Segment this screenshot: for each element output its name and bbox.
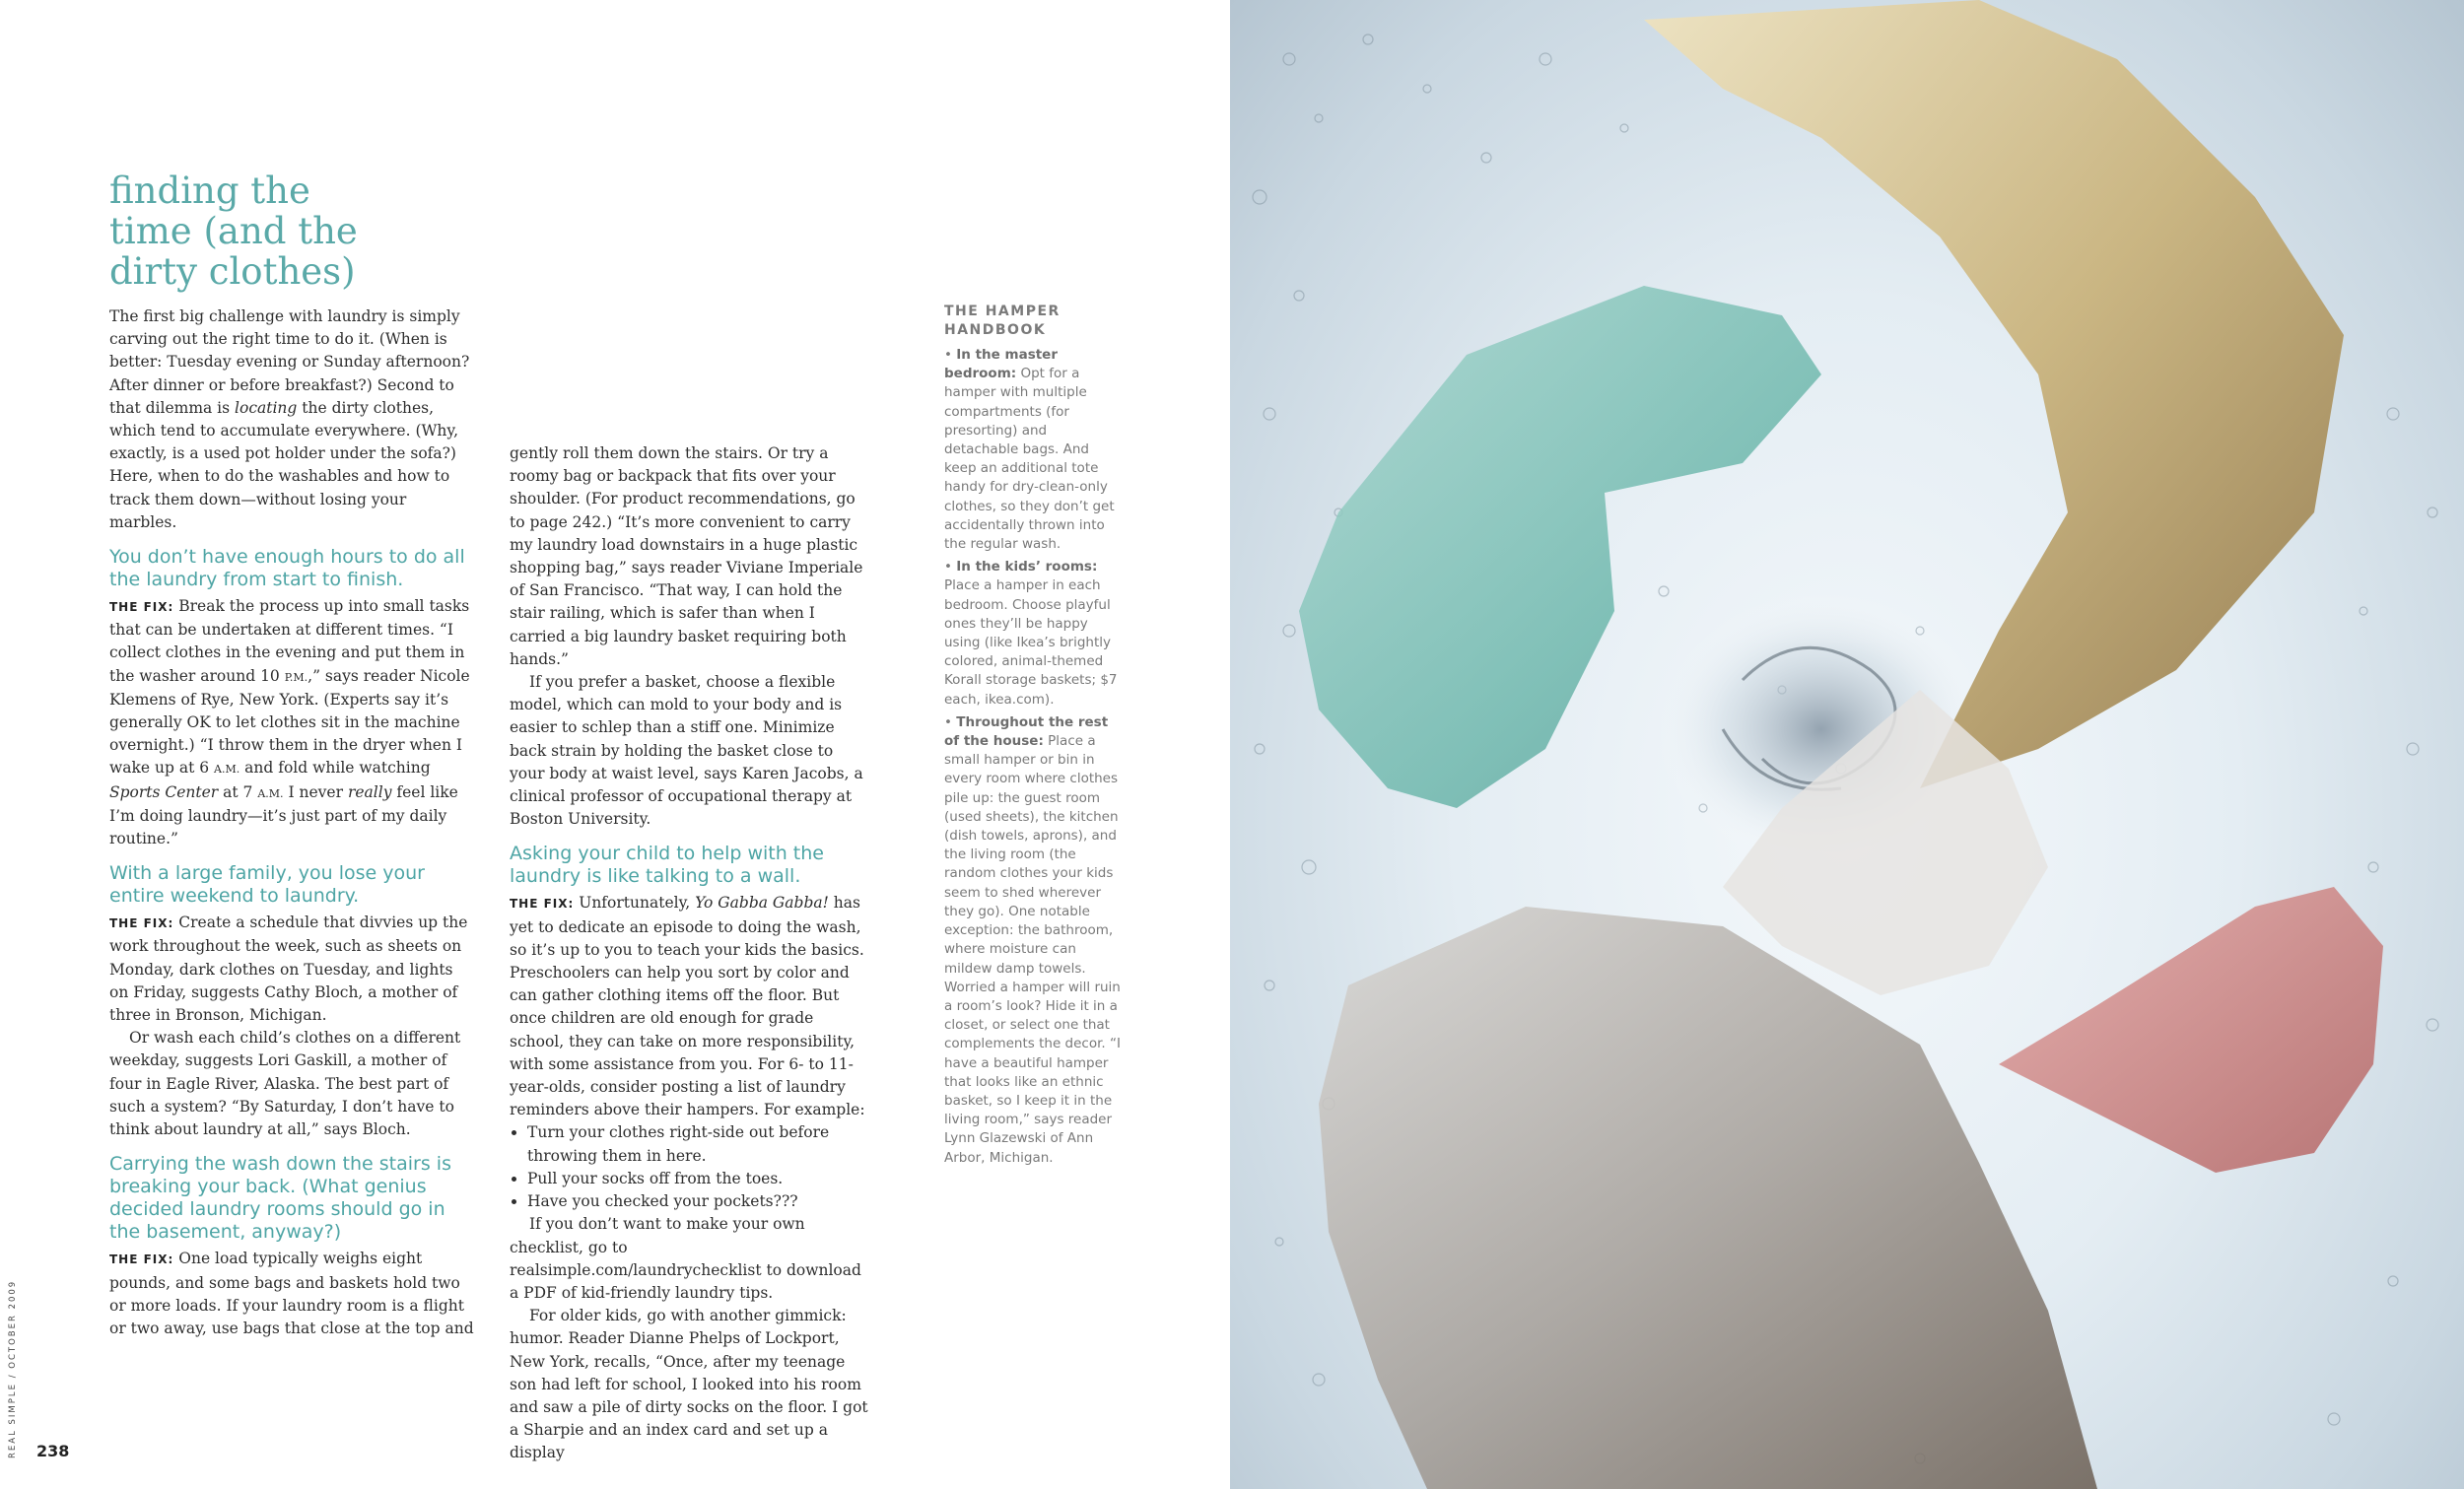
headline-line: dirty clothes): [109, 250, 356, 293]
sidebar-item-label: In the kids’ rooms:: [956, 559, 1098, 575]
small-caps-time: P.M.: [284, 670, 308, 684]
hamper-handbook-sidebar: [944, 303, 1124, 1172]
body-text: I never: [283, 782, 348, 801]
sidebar-title-line: HANDBOOK: [944, 322, 1047, 338]
sidebar-item-label: In the master bedroom:: [944, 347, 1058, 382]
fix-label: THE FIX:: [109, 916, 174, 931]
section-body: Or wash each child’s clothes on a different weekday, suggests Lori Gaskill, a mother of four in Eagle River, Alaska. The best part of such a system? “By Saturday, I don’t have to think about laundry at all,” says Bloch.: [109, 1029, 461, 1139]
italic-title: Yo Gabba Gabba!: [695, 894, 829, 913]
pink-silk-garment: [1999, 887, 2383, 1173]
body-text: Break the process up into small tasks that can be undertaken at different times. “I collect clothes in the evening and put them in the washer around 10: [109, 597, 470, 685]
section-body: [510, 892, 872, 1121]
section-body: If you don’t want to make your own checklist, go to realsimple.com/laundrychecklist to download a PDF of kid-friendly laundry tips.: [510, 1215, 861, 1302]
intro-text: the dirty clothes, which tend to accumulate everywhere. (Why, exactly, is a used pot holder under the sofa?) Here, when to do the washables and how to track them down—without losing your marbles.: [109, 398, 459, 531]
section-heading: Carrying the wash down the stairs is breaking your back. (What genius decided laundry rooms should go in the basement, anyway?): [109, 1153, 451, 1244]
headline-line: finding the: [109, 169, 310, 212]
section-heading: You don’t have enough hours to do all the laundry from start to finish.: [109, 546, 465, 591]
section-heading: With a large family, you lose your entire weekend to laundry.: [109, 862, 425, 908]
section-body: [109, 912, 476, 1027]
sidebar-item-text: Opt for a hamper with multiple compartments (for presorting) and detachable bags. And keep an additional tote handy for dry-clean-only clothes, so they don’t get accidentally thrown into the regular wash.: [944, 366, 1115, 553]
italic-word: really: [347, 782, 392, 801]
grey-lace-garment: [1319, 907, 2097, 1489]
section-body: [109, 1248, 476, 1340]
sidebar-item-text: Place a small hamper or bin in every room where clothes pile up: the guest room (used sheets), the kitchen (dish towels, aprons), and the living room (the random clothes your kids seem to shed wherever they go). One notable exception: the bathroom, where moisture can mildew damp towels. Worried a hamper will ruin a room’s look? Hide it in a closet, or select one that complements the decor. “I have a beautiful hamper that looks like an ethnic basket, so I keep it in the living room,” says reader Lynn Glazewski of Ann Arbor, Michigan.: [944, 733, 1121, 1166]
folio-line: REAL SIMPLE / OCTOBER 2009: [8, 1279, 18, 1458]
sidebar-item: • Throughout the rest of the house: Place a small hamper or bin in every room where clothes pile up: the guest room (used sheets), the kitchen (dish towels, aprons), and the living room (the random clothes your kids seem to shed wherever they go). One notable exception: the bathroom, where moisture can mildew damp towels. Worried a hamper will ruin a room’s look? Hide it in a closet, or select one that complements the decor. “I have a beautiful hamper that looks like an ethnic basket, so I keep it in the living room,” says reader Lynn Glazewski of Ann Arbor, Michigan.: [944, 713, 1121, 1166]
page-number: 238: [36, 1442, 70, 1460]
section-body: [109, 595, 476, 850]
clothes-underwater-photo: [1230, 0, 2464, 1489]
text-column-1: [109, 305, 476, 1340]
fix-label: THE FIX:: [109, 1252, 174, 1267]
body-text: One load typically weighs eight pounds, and some bags and baskets hold two or more loads. If your laundry room is a flight or two away, use bags that close at the top and: [109, 1250, 474, 1337]
article-headline: [109, 170, 523, 292]
body-text: ,” says reader Nicole Klemens of Rye, New York. (Experts say it’s generally OK to let clothes sit in the machine overnight.) “I throw them in the dryer when I wake up at 6: [109, 666, 470, 778]
section-body: For older kids, go with another gimmick: humor. Reader Dianne Phelps of Lockport, New York, recalls, “Once, after my teenage son had left for school, I looked into his room and saw a pile of dirty socks on the floor. I got a Sharpie and an index card and set up a display: [510, 1307, 868, 1462]
sidebar-title: [944, 303, 1124, 340]
photo-illustration: [1230, 0, 2464, 1489]
intro-paragraph: [109, 305, 476, 534]
intro-text: The first big challenge with laundry is simply carving out the right time to do it. (When is better: Tuesday evening or Sunday afternoon? After dinner or before breakfast?) Second to that dilemma is: [109, 307, 470, 417]
intro-italic: locating: [235, 398, 298, 417]
sidebar-item: • In the master bedroom: Opt for a hamper with multiple compartments (for presorting) and detachable bags. And keep an additional tote handy for dry-clean-only clothes, so they don’t get accidentally thrown into the regular wash.: [944, 347, 1115, 553]
reminder-list: [510, 1121, 872, 1213]
sidebar-item-label: Throughout the rest of the house:: [944, 713, 1109, 750]
body-text: Unfortunately,: [574, 894, 696, 913]
section-body: If you prefer a basket, choose a flexible model, which can mold to your body and is easier to schlep than a stiff one. Minimize back strain by holding the basket close to your body at waist level, says Karen Jacobs, a clinical professor of occupational therapy at Boston University.: [510, 673, 863, 829]
list-item: • Have you checked your pockets???: [527, 1190, 872, 1213]
body-text: at 7: [218, 782, 258, 801]
body-text: has yet to dedicate an episode to doing the wash, so it’s up to you to teach your kids the basics. Preschoolers can help you sort by color and can gather clothing items off the floor. But once children are old enough for grade school, they can take on more responsibility, with some assistance from you. For 6- to 11-year-olds, consider posting a list of laundry reminders above their hampers. For example:: [510, 894, 865, 1119]
small-caps-time: A.M.: [257, 786, 284, 800]
body-text: Create a schedule that divvies up the work throughout the week, such as sheets on Monday, dark clothes on Tuesday, and lights on Friday, suggests Cathy Bloch, a mother of three in Bronson, Michigan.: [109, 914, 468, 1025]
list-item: • Pull your socks off from the toes.: [527, 1168, 872, 1190]
italic-title: Sports Center: [109, 782, 219, 801]
magazine-left-page: [0, 0, 1230, 1489]
sidebar-item: • In the kids’ rooms: Place a hamper in each bedroom. Choose playful ones they’ll be happy using (like Ikea’s brightly colored, animal-themed Korall storage baskets; $7 each, ikea.com).: [944, 559, 1118, 708]
sidebar-title-line: THE HAMPER: [944, 304, 1061, 319]
body-text: and fold while watching: [240, 759, 431, 778]
fix-label: THE FIX:: [109, 600, 174, 615]
sidebar-item-text: Place a hamper in each bedroom. Choose playful ones they’ll be happy using (like Ikea’s brightly colored, animal-themed Korall storage baskets; $7 each, ikea.com).: [944, 577, 1118, 708]
body-text: feel like I’m doing laundry—it’s just part of my daily routine.”: [109, 782, 458, 848]
section-heading: Asking your child to help with the laundry is like talking to a wall.: [510, 843, 824, 888]
text-column-2: [510, 442, 872, 1465]
headline-line: time (and the: [109, 210, 358, 252]
continued-paragraph: gently roll them down the stairs. Or try a roomy bag or backpack that fits over your shoulder. (For product recommendations, go to page 242.) “It’s more convenient to carry my laundry load downstairs in a huge plastic shopping bag,” says reader Viviane Imperiale of San Francisco. “That way, I can hold the stair railing, which is safer than when I carried a big laundry basket requiring both hands.”: [510, 444, 863, 668]
small-caps-time: A.M.: [214, 763, 240, 777]
fix-label: THE FIX:: [510, 897, 575, 912]
list-item: • Turn your clothes right-side out before throwing them in here.: [527, 1121, 872, 1167]
